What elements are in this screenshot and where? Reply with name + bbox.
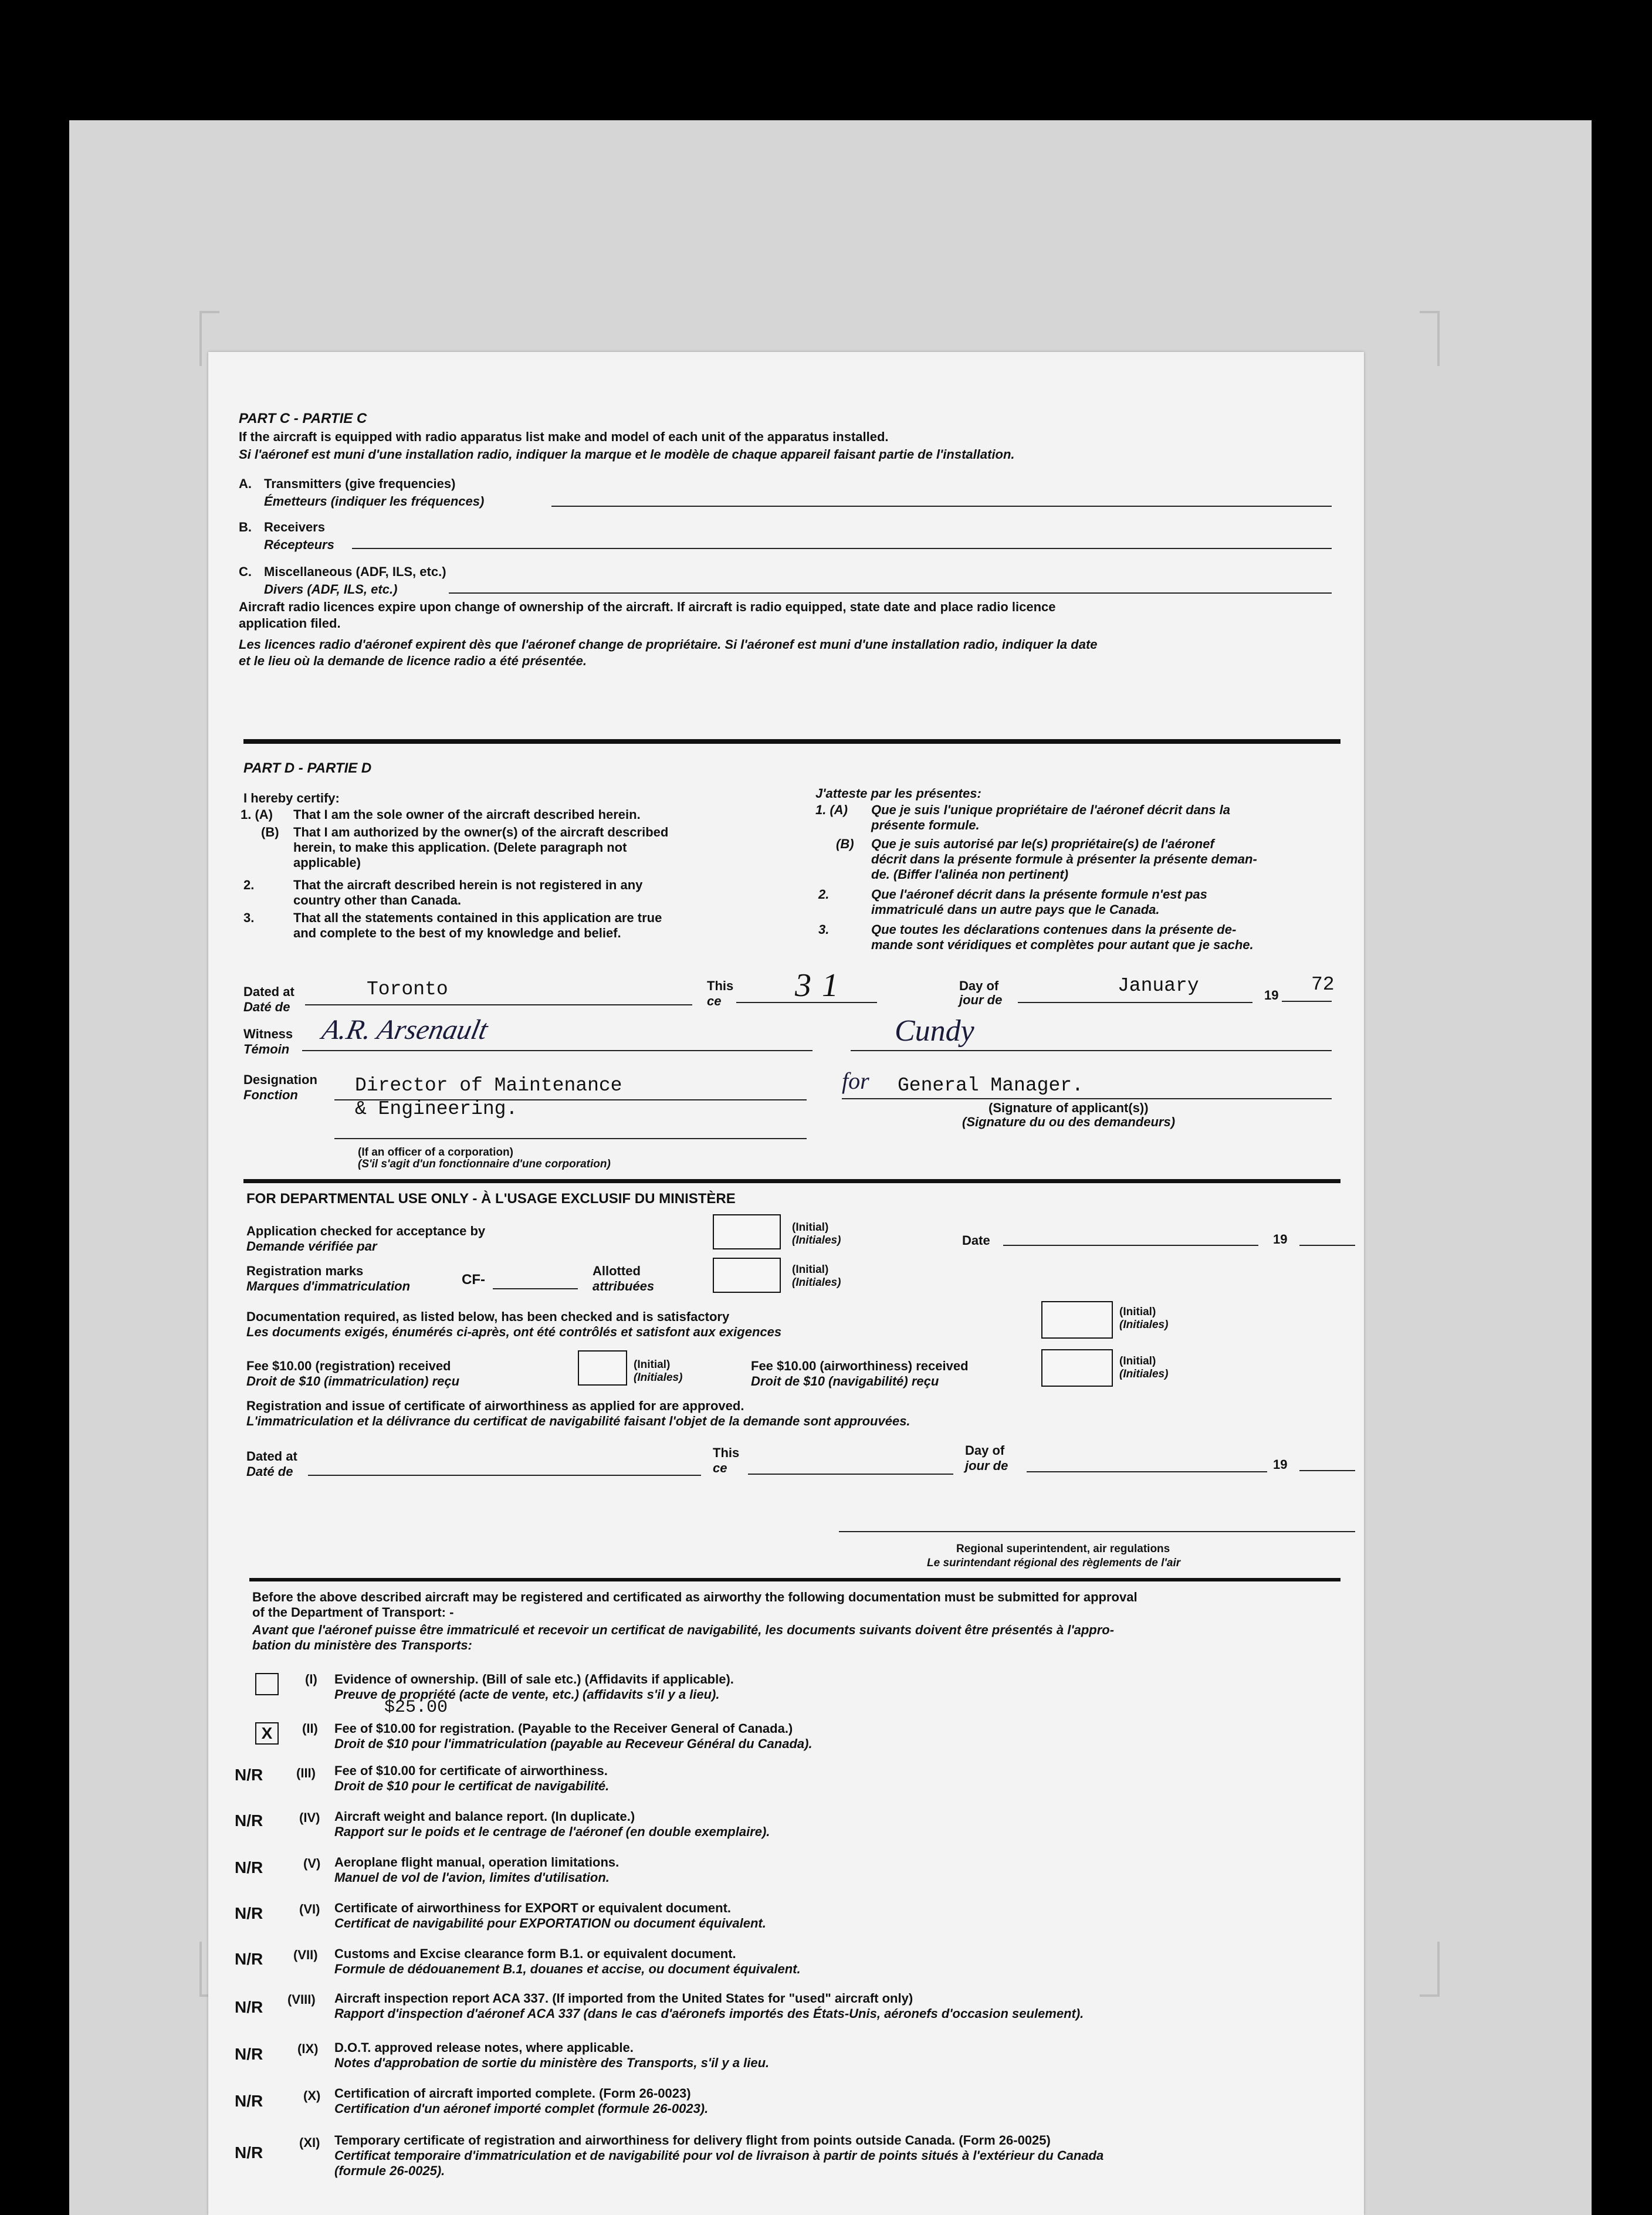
item-xi-fr: Certificat temporaire d'immatriculation et de navigabilité pour vol de livraison à partir de points situés à l'extérieur du Canada bbox=[334, 2148, 1104, 2163]
item-iii-en: Fee of $10.00 for certificate of airworthiness. bbox=[334, 1763, 608, 1778]
initial-label: (Initial) bbox=[1119, 1306, 1156, 1318]
initial-label: (Initial) bbox=[634, 1359, 671, 1371]
checked-initial-box[interactable] bbox=[713, 1214, 781, 1249]
dept-this-label: This bbox=[713, 1445, 740, 1460]
dated-at-label: Dated at bbox=[243, 984, 294, 999]
dept-year-prefix: 19 bbox=[1273, 1457, 1288, 1472]
item-3-num: 3. bbox=[243, 910, 255, 925]
dept-day-of-label-fr: jour de bbox=[965, 1458, 1008, 1473]
year-field bbox=[1282, 1001, 1332, 1002]
witness-label-fr: Témoin bbox=[243, 1042, 290, 1056]
item-iv-fr: Rapport sur le poids et le centrage de l'aéronef (en double exemplaire). bbox=[334, 1824, 770, 1839]
item-iii-fr: Droit de $10 pour le certificat de navigabilité. bbox=[334, 1779, 610, 1793]
certify-fr: J'atteste par les présentes: bbox=[815, 786, 981, 801]
item-1a-fr-1: Que je suis l'unique propriétaire de l'aéronef décrit dans la bbox=[871, 802, 1230, 817]
item-xi-mark[interactable]: N/R bbox=[235, 2143, 263, 2162]
fee-note: $25.00 bbox=[384, 1698, 448, 1718]
item-b-label: B. bbox=[239, 520, 252, 534]
signature-applicant-en: (Signature of applicant(s)) bbox=[989, 1100, 1149, 1115]
docs-checked-label: Documentation required, as listed below, has been checked and is satisfactory bbox=[246, 1309, 730, 1324]
this-label: This bbox=[707, 978, 734, 993]
month-value[interactable]: January bbox=[1118, 975, 1199, 997]
radio-note-en-2: application filed. bbox=[239, 616, 341, 631]
docs-intro-en-2: of the Department of Transport: - bbox=[252, 1605, 454, 1620]
fee-registration-label: Fee $10.00 (registration) received bbox=[246, 1359, 451, 1373]
form-page bbox=[208, 352, 1364, 2215]
dated-at-value[interactable]: Toronto bbox=[367, 978, 448, 1000]
item-iii-mark[interactable]: N/R bbox=[235, 1766, 263, 1784]
applicant-title-field bbox=[842, 1098, 1332, 1099]
item-viii-number: (VIII) bbox=[287, 1992, 316, 2007]
officer-note-en: (If an officer of a corporation) bbox=[358, 1146, 513, 1159]
month-field bbox=[1018, 1002, 1252, 1003]
transmitters-label: Transmitters (give frequencies) bbox=[264, 476, 456, 491]
item-1b-fr-3: de. (Biffer l'alinéa non pertinent) bbox=[871, 867, 1069, 882]
item-i-number: (I) bbox=[305, 1672, 317, 1686]
item-3-fr-2: mande sont véridiques et complètes pour autant que je sache. bbox=[871, 937, 1254, 952]
radio-note-fr-1: Les licences radio d'aéronef expirent dès que l'aéronef change de propriétaire. Si l'aéronef est muni d'une installation radio, indiquer la date bbox=[239, 637, 1098, 652]
witness-label: Witness bbox=[243, 1027, 293, 1041]
miscellaneous-label-fr: Divers (ADF, ILS, etc.) bbox=[264, 582, 398, 597]
fee-airworthiness-label: Fee $10.00 (airworthiness) received bbox=[751, 1359, 969, 1373]
part-c-heading: PART C - PARTIE C bbox=[239, 411, 367, 426]
this-label-fr: ce bbox=[707, 994, 722, 1008]
item-ii-number: (II) bbox=[302, 1721, 318, 1736]
applicant-title-value[interactable]: General Manager. bbox=[898, 1075, 1084, 1096]
designation-value-1[interactable]: Director of Maintenance bbox=[355, 1075, 622, 1096]
fee-airworthiness-label-fr: Droit de $10 (navigabilité) reçu bbox=[751, 1374, 939, 1388]
item-2-en-1: That the aircraft described herein is not registered in any bbox=[293, 878, 643, 892]
dept-dated-at-field[interactable] bbox=[308, 1475, 701, 1476]
item-3-num-fr: 3. bbox=[818, 922, 830, 937]
item-1b-num-fr: (B) bbox=[836, 836, 854, 851]
designation-field-2 bbox=[334, 1138, 807, 1139]
item-3-en-1: That all the statements contained in this application are true bbox=[293, 910, 662, 925]
regional-superintendent-label-fr: Le surintendant régional des règlements de l'air bbox=[927, 1557, 1181, 1569]
miscellaneous-label: Miscellaneous (ADF, ILS, etc.) bbox=[264, 564, 446, 579]
initial-label-fr: (Initiales) bbox=[1119, 1319, 1169, 1331]
registration-marks-field[interactable] bbox=[493, 1288, 578, 1289]
dept-this-field[interactable] bbox=[748, 1474, 953, 1475]
initial-label: (Initial) bbox=[792, 1264, 829, 1276]
this-day-value[interactable]: 31 bbox=[795, 967, 849, 1004]
docs-initial-box[interactable] bbox=[1041, 1301, 1113, 1339]
item-xi-number: (XI) bbox=[299, 2135, 320, 2150]
date-label: Date bbox=[962, 1233, 990, 1248]
date-year-prefix: 19 bbox=[1273, 1232, 1288, 1247]
item-1a-num: 1. (A) bbox=[241, 807, 273, 822]
item-1b-num: (B) bbox=[261, 825, 279, 839]
docs-checked-label-fr: Les documents exigés, énumérés ci-après, ont été contrôlés et satisfont aux exigences bbox=[246, 1325, 782, 1339]
allotted-label-fr: attribuées bbox=[593, 1279, 655, 1293]
initial-label: (Initial) bbox=[1119, 1355, 1156, 1367]
item-ii-checkbox[interactable]: X bbox=[255, 1722, 279, 1745]
receivers-label-fr: Récepteurs bbox=[264, 537, 334, 552]
item-2-num: 2. bbox=[243, 878, 255, 892]
witness-signature[interactable]: A.R. Arsenault bbox=[319, 1014, 491, 1045]
corner-bracket bbox=[1420, 311, 1440, 366]
item-ix-fr: Notes d'approbation de sortie du ministère des Transports, s'il y a lieu. bbox=[334, 2055, 770, 2070]
item-3-fr-1: Que toutes les déclarations contenues dans la présente de- bbox=[871, 922, 1237, 937]
day-of-label-fr: jour de bbox=[959, 993, 1003, 1007]
item-i-fr: Preuve de propriété (acte de vente, etc.) (affidavits s'il y a lieu). bbox=[334, 1687, 720, 1702]
initial-label: (Initial) bbox=[792, 1221, 829, 1234]
item-i-en: Evidence of ownership. (Bill of sale etc.) (Affidavits if applicable). bbox=[334, 1672, 734, 1686]
item-xi-fr-2: (formule 26-0025). bbox=[334, 2163, 445, 2178]
item-v-mark[interactable]: N/R bbox=[235, 1858, 263, 1877]
docs-intro-fr-2: bation du ministère des Transports: bbox=[252, 1638, 472, 1652]
item-vii-en: Customs and Excise clearance form B.1. or equivalent document. bbox=[334, 1946, 736, 1961]
regional-superintendent-label: Regional superintendent, air regulations bbox=[956, 1543, 1170, 1555]
item-vii-fr: Formule de dédouanement B.1, douanes et accise, ou document équivalent. bbox=[334, 1962, 801, 1976]
regional-signature-field[interactable] bbox=[839, 1531, 1355, 1532]
item-v-number: (V) bbox=[303, 1856, 321, 1871]
docs-intro-fr-1: Avant que l'aéronef puisse être immatriculé et recevoir un certificat de navigabilité, les documents suivants doivent être présentés à l'appro- bbox=[252, 1623, 1115, 1637]
dept-dated-at-label: Dated at bbox=[246, 1449, 297, 1464]
item-v-en: Aeroplane flight manual, operation limitations. bbox=[334, 1855, 620, 1869]
item-v-fr: Manuel de vol de l'avion, limites d'utilisation. bbox=[334, 1870, 610, 1885]
item-xi-en: Temporary certificate of registration and airworthiness for delivery flight from points outside Canada. (Form 26-0025) bbox=[334, 2133, 1051, 2148]
initial-label-fr: (Initiales) bbox=[1119, 1368, 1169, 1380]
item-1a-en: That I am the sole owner of the aircraft described herein. bbox=[293, 807, 641, 822]
item-2-fr-1: Que l'aéronef décrit dans la présente formule n'est pas bbox=[871, 887, 1207, 902]
radio-note-en-1: Aircraft radio licences expire upon change of ownership of the aircraft. If aircraft is radio equipped, state date and place radio licence bbox=[239, 600, 1056, 614]
item-iii-number: (III) bbox=[296, 1766, 316, 1780]
fee-registration-label-fr: Droit de $10 (immatriculation) reçu bbox=[246, 1374, 460, 1388]
section-divider bbox=[249, 1578, 1340, 1581]
item-1b-fr-1: Que je suis autorisé par le(s) propriétaire(s) de l'aéronef bbox=[871, 836, 1214, 851]
item-ix-mark[interactable]: N/R bbox=[235, 2045, 263, 2063]
dated-at-field bbox=[305, 1004, 692, 1005]
dept-year-field[interactable] bbox=[1299, 1470, 1355, 1471]
item-1a-fr-2: présente formule. bbox=[871, 818, 980, 832]
date-field[interactable] bbox=[1003, 1245, 1258, 1246]
docs-intro-en-1: Before the above described aircraft may be registered and certificated as airworthy the following documentation must be submitted for approval bbox=[252, 1590, 1138, 1604]
item-iv-number: (IV) bbox=[299, 1810, 320, 1825]
part-d-heading: PART D - PARTIE D bbox=[243, 760, 372, 776]
item-vi-mark[interactable]: N/R bbox=[235, 1904, 263, 1922]
date-year-field[interactable] bbox=[1299, 1245, 1355, 1246]
item-x-fr: Certification d'un aéronef importé complet (formule 26-0023). bbox=[334, 2101, 709, 2116]
designation-label: Designation bbox=[243, 1072, 317, 1087]
item-ix-en: D.O.T. approved release notes, where applicable. bbox=[334, 2040, 634, 2055]
item-1a-num-fr: 1. (A) bbox=[815, 802, 848, 817]
item-1b-en-2: herein, to make this application. (Delete paragraph not bbox=[293, 840, 627, 855]
item-viii-en: Aircraft inspection report ACA 337. (If imported from the United States for "used" aircraft only) bbox=[334, 1991, 913, 2006]
item-a-label: A. bbox=[239, 476, 252, 491]
designation-value-2[interactable]: & Engineering. bbox=[355, 1098, 518, 1120]
registration-initial-box[interactable] bbox=[713, 1258, 781, 1293]
part-c-intro-en: If the aircraft is equipped with radio apparatus list make and model of each unit of the apparatus installed. bbox=[239, 429, 889, 444]
transmitters-label-fr: Émetteurs (indiquer les fréquences) bbox=[264, 494, 485, 509]
item-x-en: Certification of aircraft imported complete. (Form 26-0023) bbox=[334, 2086, 691, 2101]
applicant-signature[interactable]: Cundy bbox=[895, 1014, 974, 1048]
receivers-label: Receivers bbox=[264, 520, 325, 534]
approved-label-fr: L'immatriculation et la délivrance du certificat de navigabilité faisant l'objet de la demande sont approuvées. bbox=[246, 1414, 910, 1428]
item-2-en-2: country other than Canada. bbox=[293, 893, 462, 907]
year-prefix: 19 bbox=[1264, 988, 1279, 1002]
dept-this-label-fr: ce bbox=[713, 1461, 727, 1475]
initial-label-fr: (Initiales) bbox=[634, 1371, 683, 1384]
day-of-label: Day of bbox=[959, 978, 999, 993]
dept-month-field[interactable] bbox=[1027, 1471, 1267, 1472]
item-iv-en: Aircraft weight and balance report. (In duplicate.) bbox=[334, 1809, 635, 1824]
fee-airworthiness-box[interactable] bbox=[1041, 1349, 1113, 1387]
officer-note-fr: (S'il s'agit d'un fonctionnaire d'une corporation) bbox=[358, 1158, 611, 1170]
year-value[interactable]: 72 bbox=[1311, 974, 1335, 995]
for-mark: for bbox=[842, 1068, 869, 1094]
item-vii-mark[interactable]: N/R bbox=[235, 1950, 263, 1968]
radio-note-fr-2: et le lieu où la demande de licence radio a été présentée. bbox=[239, 653, 587, 668]
applicant-signature-field bbox=[851, 1050, 1332, 1051]
initial-label-fr: (Initiales) bbox=[792, 1234, 841, 1247]
cf-prefix: CF- bbox=[462, 1272, 485, 1288]
item-c-label: C. bbox=[239, 564, 252, 579]
item-iv-mark[interactable]: N/R bbox=[235, 1811, 263, 1830]
dept-day-of-label: Day of bbox=[965, 1443, 1005, 1458]
checked-by-label: Application checked for acceptance by bbox=[246, 1224, 486, 1238]
miscellaneous-field[interactable] bbox=[449, 592, 1332, 594]
part-c-intro-fr: Si l'aéronef est muni d'une installation radio, indiquer la marque et le modèle de chaque appareil faisant partie de l'installation. bbox=[239, 447, 1015, 462]
allotted-label: Allotted bbox=[593, 1264, 641, 1278]
departmental-heading: FOR DEPARTMENTAL USE ONLY - À L'USAGE EXCLUSIF DU MINISTÈRE bbox=[246, 1191, 736, 1207]
item-i-checkbox[interactable] bbox=[255, 1673, 279, 1695]
item-1b-en-3: applicable) bbox=[293, 855, 361, 870]
item-x-mark[interactable]: N/R bbox=[235, 2092, 263, 2110]
certify-en: I hereby certify: bbox=[243, 791, 340, 805]
initial-label-fr: (Initiales) bbox=[792, 1276, 841, 1289]
item-viii-fr: Rapport d'inspection d'aéronef ACA 337 (dans le cas d'aéronefs importés des États-Unis, aéronefs d'occasion seulement). bbox=[334, 2006, 1084, 2021]
transmitters-field[interactable] bbox=[551, 506, 1332, 507]
dated-at-label-fr: Daté de bbox=[243, 1000, 290, 1014]
corner-bracket bbox=[1420, 1942, 1440, 1997]
signature-applicant-fr: (Signature du ou des demandeurs) bbox=[962, 1115, 1176, 1129]
item-vi-en: Certificate of airworthiness for EXPORT or equivalent document. bbox=[334, 1901, 732, 1915]
item-vi-fr: Certificat de navigabilité pour EXPORTATION ou document équivalent. bbox=[334, 1916, 766, 1930]
section-divider bbox=[243, 1179, 1340, 1183]
item-x-number: (X) bbox=[303, 2088, 321, 2103]
item-vi-number: (VI) bbox=[299, 1902, 320, 1916]
item-3-en-2: and complete to the best of my knowledge and belief. bbox=[293, 926, 621, 940]
item-2-fr-2: immatriculé dans un autre pays que le Canada. bbox=[871, 902, 1160, 917]
item-2-num-fr: 2. bbox=[818, 887, 830, 902]
fee-registration-box[interactable] bbox=[578, 1350, 627, 1386]
this-day-field bbox=[736, 1002, 877, 1003]
item-ii-en: Fee of $10.00 for registration. (Payable to the Receiver General of Canada.) bbox=[334, 1721, 793, 1736]
designation-label-fr: Fonction bbox=[243, 1088, 298, 1102]
registration-marks-label-fr: Marques d'immatriculation bbox=[246, 1279, 411, 1293]
receivers-field[interactable] bbox=[352, 548, 1332, 549]
item-ii-fr: Droit de $10 pour l'immatriculation (payable au Receveur Général du Canada). bbox=[334, 1736, 813, 1751]
item-1b-en-1: That I am authorized by the owner(s) of the aircraft described bbox=[293, 825, 669, 839]
item-viii-mark[interactable]: N/R bbox=[235, 1998, 263, 2016]
item-1b-fr-2: décrit dans la présente formule à présenter la présente deman- bbox=[871, 852, 1257, 866]
dept-dated-at-label-fr: Daté de bbox=[246, 1464, 293, 1479]
witness-field bbox=[302, 1050, 813, 1051]
registration-marks-label: Registration marks bbox=[246, 1264, 364, 1278]
item-vii-number: (VII) bbox=[293, 1948, 318, 1962]
approved-label: Registration and issue of certificate of airworthiness as applied for are approved. bbox=[246, 1398, 744, 1413]
checked-by-label-fr: Demande vérifiée par bbox=[246, 1239, 377, 1254]
item-ix-number: (IX) bbox=[297, 2041, 319, 2056]
section-divider bbox=[243, 739, 1340, 744]
